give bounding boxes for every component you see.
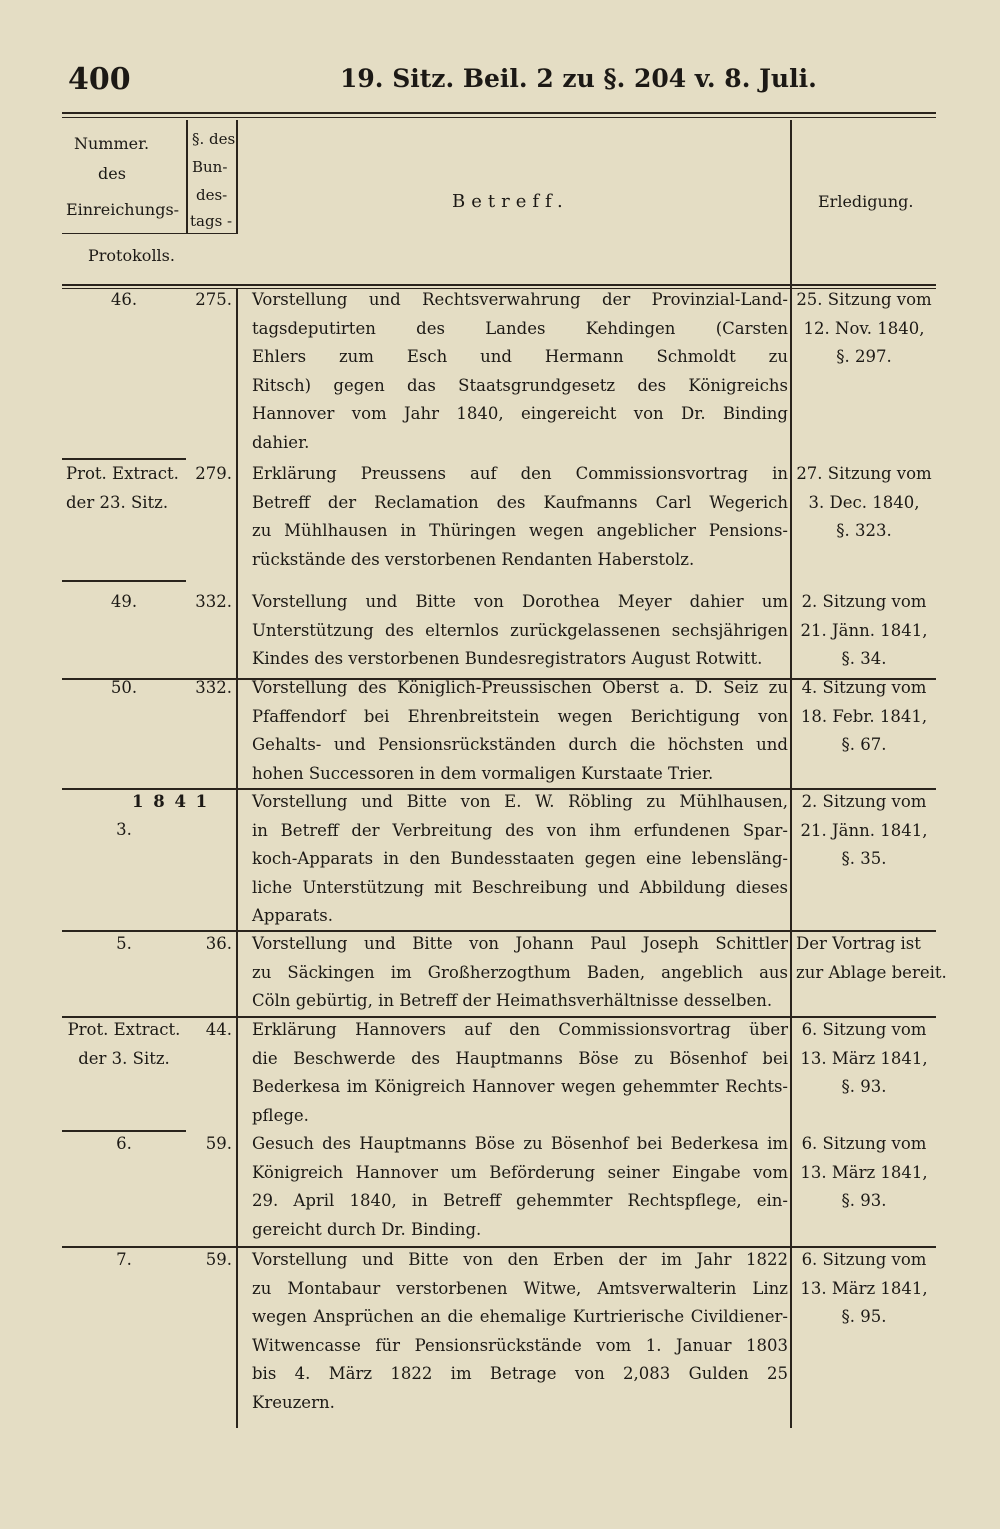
col-header-paragraph-3: des- [196,186,228,204]
entry-number: 46. [110,290,138,309]
entry-paragraph: 59. [205,1134,232,1153]
entry-result: 25. Sitzung vom 12. Nov. 1840, §. 297. [796,290,932,367]
entry-number: 49. [110,592,138,611]
header-vline-1 [186,120,188,234]
row-separator [62,580,186,582]
col-header-number-4: Protokolls. [88,246,175,265]
header-vline-2 [236,120,238,234]
entry-paragraph: 59. [205,1250,232,1269]
page-header [0,58,1000,98]
entry-number: Prot. Extract. der 23. Sitz. [66,464,179,512]
entry-subject: Erklärung Preussens auf den Commissionsvortrag in Betreff der Reclamation des Kaufmanns Carl Wegerich zu Mühlhausen in Thüringen wegen angeblicher Pensions- rückstände des verstorbenen Rendanten Haberstolz. [252,464,788,569]
year-divider: 1 8 4 1 [132,792,210,811]
entry-number: 3. [116,820,132,839]
running-head: 19. Sitz. Beil. 2 zu §. 204 v. 8. Juli. [340,64,817,93]
body-vline-paragraph [236,288,238,1428]
entry-subject: Erklärung Hannovers auf den Commissionsvortrag über die Beschwerde des Hauptmanns Böse zu Bösenhof bei Bederkesa im Königreich Hannover wegen gehemmter Rechts- pflege. [252,1020,788,1125]
entry-paragraph: 279. [195,464,232,483]
entry-paragraph: 275. [195,290,232,309]
entry-result: 4. Sitzung vom 18. Febr. 1841, §. 67. [800,678,928,755]
entry-paragraph: 332. [195,592,232,611]
entry-subject: Vorstellung und Rechtsverwahrung der Provinzial-Land- tagsdeputirten des Landes Kehdingen (Carsten Ehlers zum Esch und Hermann Schmoldt zu Ritsch) gegen das Staatsgrundgesetz des Königreichs Hannover vom Jahr 1840, eingereicht von Dr. Binding dahier. [252,290,788,452]
entry-number: 6. [116,1134,132,1153]
entry-paragraph: 332. [195,678,232,697]
entry-subject: Vorstellung des Königlich-Preussischen Oberst a. D. Seiz zu Pfaffendorf bei Ehrenbreitstein wegen Berichtigung von Gehalts- und Pensionsrückständen durch die höchsten und hohen Successoren in dem vormaligen Kurstaate Trier. [252,678,788,783]
entry-result: 27. Sitzung vom 3. Dec. 1840, §. 323. [796,464,932,541]
col-header-number-1: Nummer. [74,134,150,153]
entry-paragraph: 36. [205,934,232,953]
entry-result: Der Vortrag ist zur Ablage bereit. [796,934,947,982]
entry-subject: Vorstellung und Bitte von Johann Paul Joseph Schittler zu Säckingen im Großherzogthum Baden, angeblich aus Cöln gebürtig, in Betreff der Heimathsverhältnisse desselben. [252,934,788,1011]
entry-number: Prot. Extract. der 3. Sitz. [67,1020,181,1068]
col-header-paragraph-2: Bun- [192,158,228,176]
entry-result: 2. Sitzung vom 21. Jänn. 1841, §. 34. [800,592,928,669]
top-rule-thin [62,117,936,118]
register-table [62,112,947,1432]
entry-subject: Vorstellung und Bitte von Dorothea Meyer dahier um Unterstützung des elternlos zurückgelassenen sechsjährigen Kindes des verstorbenen Bundesregistrators August Rotwitt. [252,592,788,669]
entry-paragraph: 44. [205,1020,232,1039]
entry-number: 7. [116,1250,132,1269]
entry-result: 6. Sitzung vom 13. März 1841, §. 95. [800,1250,928,1327]
col-header-subject: Betreff. [452,191,569,212]
entry-number: 5. [116,934,132,953]
col-header-result: Erledigung. [818,192,914,211]
top-rule [62,112,936,114]
header-vline-3 [790,120,792,288]
col-header-number-3: Einreichungs- [66,200,180,219]
header-sub-rule [62,233,237,234]
entry-number: 50. [110,678,138,697]
entry-subject: Gesuch des Hauptmanns Böse zu Bösenhof bei Bederkesa im Königreich Hannover um Beförderung seiner Eingabe vom 29. April 1840, in Betreff gehemmter Rechtspflege, ein- gereicht durch Dr. Binding. [252,1134,788,1239]
entry-result: 6. Sitzung vom 13. März 1841, §. 93. [800,1134,928,1211]
entry-result: 2. Sitzung vom 21. Jänn. 1841, §. 35. [800,792,928,869]
col-header-paragraph-1: §. des [192,130,236,148]
entry-subject: Vorstellung und Bitte von den Erben der im Jahr 1822 zu Montabaur verstorbenen Witwe, Amtsverwalterin Linz wegen Ansprüchen an die ehemalige Kurtrierische Civildiener- Witwencasse für Pensionsrückstände vom 1. Januar 1803 bis 4. März 1822 im Betrage von 2,083 Gulden 25 Kreuzern. [252,1250,788,1412]
entry-result: 6. Sitzung vom 13. März 1841, §. 93. [800,1020,928,1097]
page-number: 400 [68,62,131,97]
col-header-paragraph-4: tags - [190,212,233,230]
entry-subject: Vorstellung und Bitte von E. W. Röbling zu Mühlhausen, in Betreff der Verbreitung des von ihm erfundenen Spar- koch-Apparats in den Bundesstaaten gegen eine lebensläng- liche Unterstützung mit Beschreibung und Abbildung dieses Apparats. [252,792,788,926]
col-header-number-2: des [98,164,126,183]
